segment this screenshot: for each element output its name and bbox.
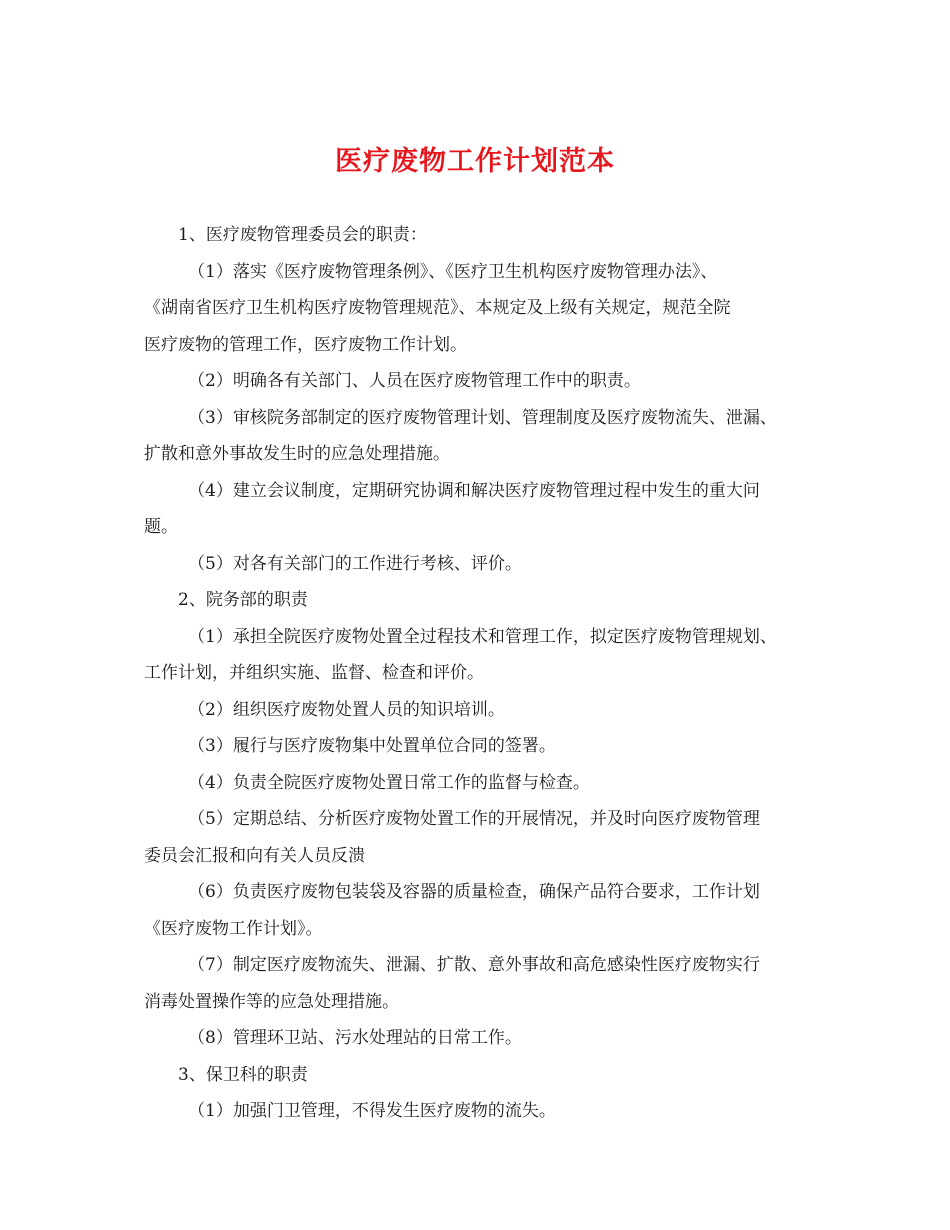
text-line: （3）履行与医疗废物集中处置单位合同的签署。 [188, 736, 556, 756]
document-body [144, 217, 824, 1130]
text-line: （7）制定医疗废物流失、泄漏、扩散、意外事故和高危感染性医疗废物实行 [188, 955, 760, 975]
text-line: （1）承担全院医疗废物处置全过程技术和管理工作，拟定医疗废物管理规划、 [188, 626, 777, 647]
text-line: 委员会汇报和向有关人员反溃 [144, 845, 365, 866]
text-line: 扩散和意外事故发生时的应急处理措施。 [144, 444, 450, 464]
text-line: （2）明确各有关部门、人员在医疗废物管理工作中的职责。 [188, 371, 641, 391]
text-line: （5）对各有关部门的工作进行考核、评价。 [188, 553, 522, 574]
document-title: 医疗废物工作计划范本 [335, 146, 615, 177]
text-line: （4）负责全院医疗废物处置日常工作的监督与检查。 [188, 772, 590, 793]
text-line: 题。 [144, 517, 178, 537]
text-line: 2、院务部的职责 [178, 590, 308, 610]
text-line: （2）组织医疗废物处置人员的知识培训。 [188, 699, 505, 720]
text-line: （5）定期总结、分析医疗废物处置工作的开展情况，并及时向医疗废物管理 [188, 809, 760, 829]
text-line: （1）加强门卫管理，不得发生医疗废物的流失。 [188, 1101, 556, 1121]
text-line: （8）管理环卫站、污水处理站的日常工作。 [188, 1028, 522, 1048]
text-line: 《湖南省医疗卫生机构医疗废物管理规范》、本规定及上级有关规定，规范全院 [144, 298, 731, 318]
text-line: （1）落实《医疗废物管理条例》、《医疗卫生机构医疗废物管理办法》、 [188, 261, 718, 282]
text-line: 《医疗废物工作计划》。 [144, 918, 323, 939]
text-line: 医疗废物的管理工作，医疗废物工作计划。 [144, 334, 467, 355]
text-line: 工作计划，并组织实施、监督、检查和评价。 [144, 663, 484, 683]
text-line: 消毒处置操作等的应急处理措施。 [144, 991, 399, 1012]
text-line: （6）负责医疗废物包装袋及容器的质量检查，确保产品符合要求，工作计划 [188, 882, 760, 902]
text-line: 3、保卫科的职责 [178, 1064, 308, 1085]
text-line: （4）建立会议制度，定期研究协调和解决医疗废物管理过程中发生的重大问 [188, 480, 760, 501]
text-line: 1、医疗废物管理委员会的职责： [178, 225, 427, 245]
text-line: （3）审核院务部制定的医疗废物管理计划、管理制度及医疗废物流失、泄漏、 [188, 407, 777, 428]
